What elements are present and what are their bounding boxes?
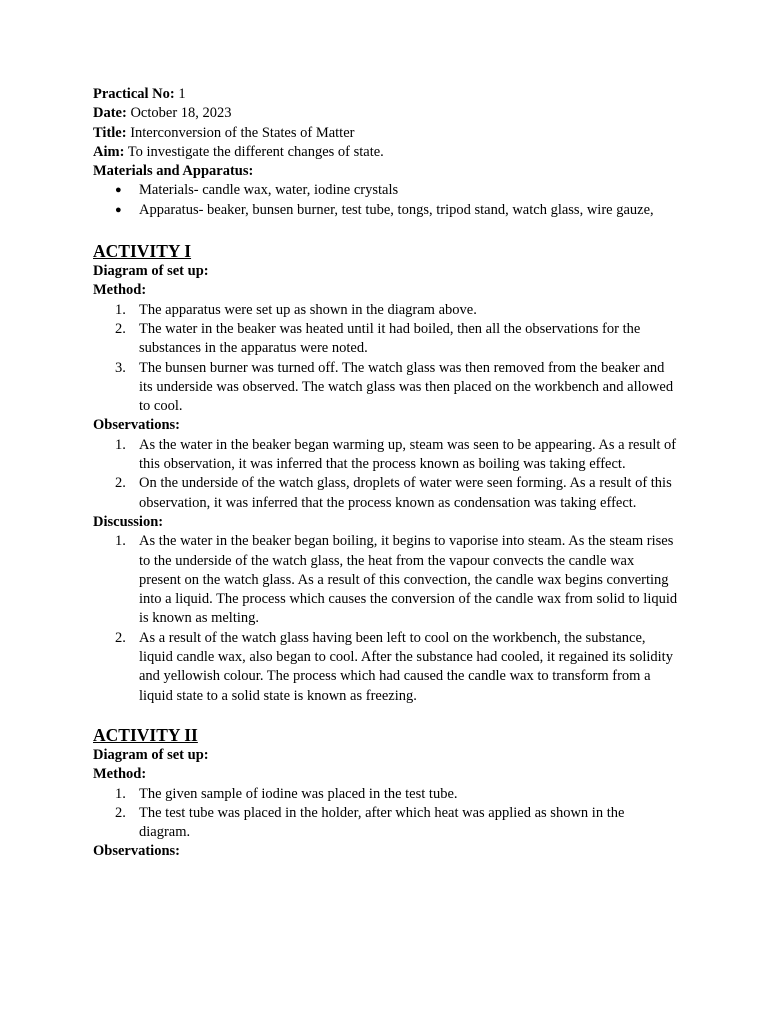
title-line — [93, 124, 678, 143]
list-item: ● Apparatus- beaker, bunsen burner, test tube, tongs, tripod stand, watch glass, wire gauze, — [139, 201, 678, 220]
activity-1-observations-list — [93, 436, 678, 513]
title-label: Title: — [93, 124, 127, 141]
practical-label: Practical No: — [93, 86, 175, 102]
date-label: Date: — [93, 105, 127, 122]
activity-1-diagram-heading: Diagram of set up: — [93, 263, 209, 280]
list-item: 2. On the underside of the watch glass, droplets of water were seen forming. As a result of this observation, it was inferred that the process known as condensation was taking effect. — [115, 475, 672, 511]
materials-heading: Materials and Apparatus: — [93, 163, 254, 180]
activity-1-method-list — [93, 301, 678, 417]
list-item: 1. As the water in the beaker began boiling, it begins to vaporise into steam. As the steam rises to the underside of the watch glass, the heat from the vapour convects the candle wax present on the watch glass. As a result of this convection, the candle wax begins converting into a liquid. The process which causes the conversion of the candle wax from solid to liquid is known as melting. — [115, 533, 678, 627]
list-item: 3. The bunsen burner was turned off. The watch glass was then removed from the beaker and its underside was observed. The watch glass was then placed on the workbench and allowed to cool. — [115, 359, 674, 415]
aim-line — [93, 143, 678, 162]
activity-2-observations-heading: Observations: — [93, 843, 180, 860]
aim-label: Aim: — [93, 143, 125, 160]
activity-2-method-list — [93, 785, 678, 843]
activity-1-observations-heading: Observations: — [93, 417, 180, 434]
list-item: 2. The water in the beaker was heated until it had boiled, then all the observations for the substances in the apparatus were noted. — [115, 320, 641, 357]
activity-2-method-heading: Method: — [93, 766, 147, 783]
activity-1-discussion-heading: Discussion: — [93, 513, 164, 530]
activity-2-title: ACTIVITY II — [93, 724, 198, 745]
list-item: 1. The given sample of iodine was placed in the test tube. — [115, 785, 458, 802]
list-item: 1. As the water in the beaker began warming up, steam was seen to be appearing. As a result of this observation, it was inferred that the process known as boiling was taking effect. — [115, 436, 677, 473]
materials-list — [93, 181, 678, 220]
list-item: ● Materials- candle wax, water, iodine crystals — [139, 181, 678, 200]
activity-2-diagram-heading: Diagram of set up: — [93, 746, 209, 763]
activity-1-discussion-list — [93, 532, 678, 706]
date-value: October 18, 2023 — [130, 105, 232, 122]
practical-number-line — [93, 85, 678, 104]
list-item: 2. The test tube was placed in the holder, after which heat was applied as shown in the diagram. — [115, 804, 625, 841]
list-item: 2. As a result of the watch glass having been left to cool on the workbench, the substance, liquid candle wax, also began to cool. After the substance had cooled, it regained its solidity and yellowish colour. The process which had caused the candle wax to transform from a liquid state to a solid state is known as freezing. — [115, 629, 673, 704]
practical-value: 1 — [178, 86, 186, 102]
title-value: Interconversion of the States of Matter — [130, 124, 355, 141]
list-item: 1. The apparatus were set up as shown in the diagram above. — [115, 301, 477, 318]
date-line — [93, 104, 678, 123]
activity-1-title: ACTIVITY I — [93, 241, 192, 262]
aim-value: To investigate the different changes of state. — [127, 143, 384, 160]
activity-1-method-heading: Method: — [93, 282, 147, 299]
